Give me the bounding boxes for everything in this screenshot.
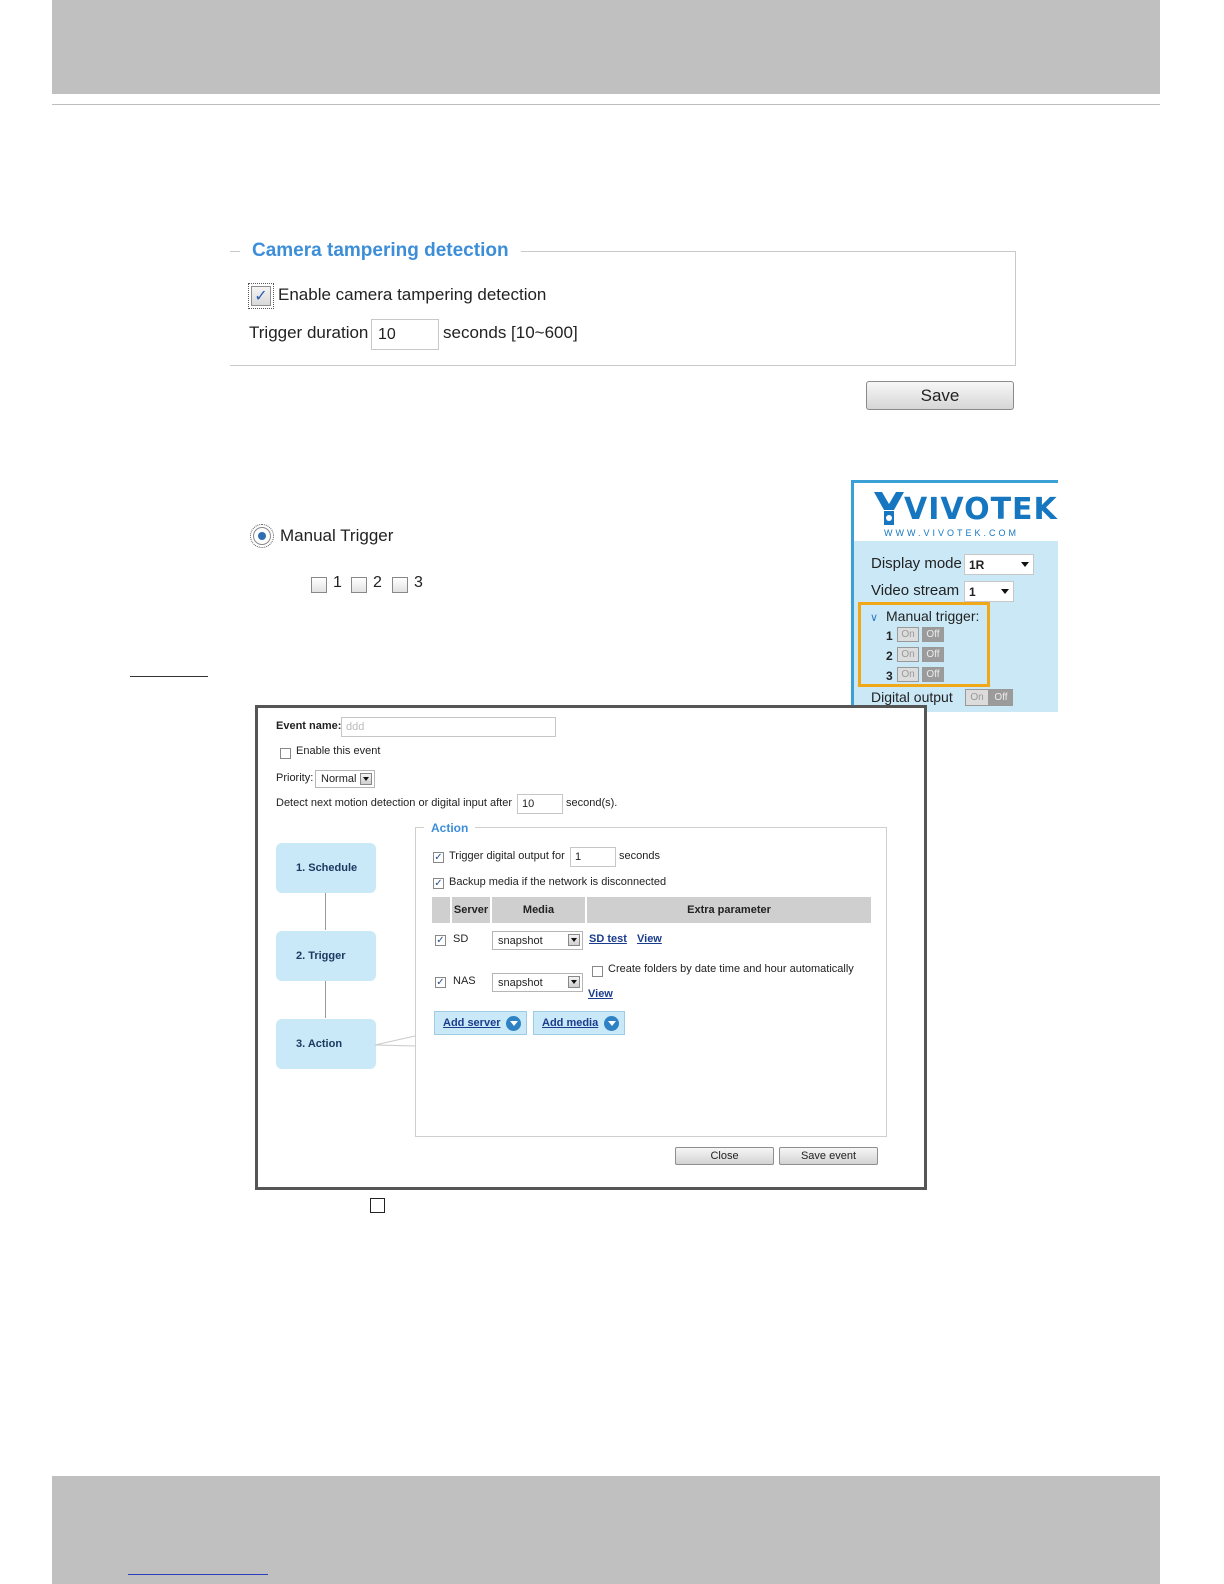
step-action[interactable]: 3. Action [276, 1019, 376, 1069]
detect-next-label: Detect next motion detection or digital input after [276, 797, 513, 809]
nas-server-label: NAS [453, 975, 476, 987]
dropdown-arrow-icon [568, 976, 580, 988]
sd-media-value: snapshot [498, 934, 543, 947]
sd-server-checkbox[interactable]: ✓ [436, 935, 445, 946]
step-pointer [375, 1030, 417, 1060]
trigger-number-1: 1 [886, 629, 893, 643]
vivotek-camera-logo-icon [872, 490, 906, 530]
nas-view-link[interactable]: View [588, 988, 613, 1000]
trigger-duration-input[interactable]: 10 [371, 319, 439, 350]
trigger-do-label: Trigger digital output for [449, 850, 565, 862]
detect-next-input[interactable]: 10 [517, 794, 563, 814]
trigger-2-on-button[interactable]: On [897, 647, 919, 662]
trigger-1-off-button[interactable]: Off [922, 627, 944, 642]
create-folders-checkbox[interactable] [592, 966, 603, 977]
trigger-2-off-button[interactable]: Off [922, 647, 944, 662]
save-button[interactable]: Save [866, 381, 1014, 410]
enable-event-checkbox[interactable] [280, 748, 291, 759]
digital-output-label: Digital output [871, 689, 953, 705]
trigger-do-unit: seconds [619, 850, 660, 862]
enable-tampering-checkbox[interactable] [251, 286, 271, 306]
manual-trigger-option-1: 1 [333, 574, 342, 591]
priority-value: Normal [321, 773, 357, 785]
step-connector [325, 981, 326, 1018]
sd-server-label: SD [453, 933, 469, 945]
trigger-number-2: 2 [886, 649, 893, 663]
vivotek-logo: VIVOTEK [904, 492, 1058, 527]
manual-trigger-checkbox-1[interactable] [311, 577, 327, 593]
table-header-media: Media [492, 897, 585, 923]
expand-down-icon [604, 1016, 619, 1031]
expand-down-icon [506, 1016, 521, 1031]
add-server-button[interactable] [434, 1011, 527, 1035]
sd-test-link[interactable]: SD test [589, 933, 627, 945]
vivotek-url: WWW.VIVOTEK.COM [884, 528, 1019, 538]
video-stream-select[interactable] [964, 581, 1014, 602]
add-server-label: Add server [443, 1017, 501, 1029]
trigger-1-on-button[interactable]: On [897, 627, 919, 642]
enable-event-label: Enable this event [296, 745, 381, 757]
step-schedule[interactable]: 1. Schedule [276, 843, 376, 893]
sd-view-link[interactable]: View [637, 933, 662, 945]
priority-label: Priority: [276, 772, 314, 784]
event-name-label: Event name: [276, 720, 342, 732]
tampering-fieldset [230, 251, 1016, 366]
trigger-duration-unit: seconds [10~600] [443, 323, 578, 342]
underline-rule [130, 676, 208, 677]
close-button[interactable]: Close [675, 1147, 774, 1165]
display-mode-label: Display mode [871, 555, 962, 572]
display-mode-value: 1R [969, 557, 985, 572]
header-divider [52, 104, 1160, 105]
trigger-do-checkbox[interactable]: ✓ [434, 852, 443, 863]
enable-tampering-label: Enable camera tampering detection [278, 285, 547, 304]
add-media-label: Add media [542, 1017, 599, 1029]
radio-selected-dot [258, 532, 266, 540]
dropdown-arrow-icon [568, 934, 580, 946]
table-header-extra: Extra parameter [587, 897, 871, 923]
event-name-input[interactable]: ddd [341, 717, 556, 737]
digital-output-on-button[interactable]: On [965, 689, 989, 706]
priority-select[interactable] [315, 770, 375, 788]
detect-next-unit: second(s). [566, 797, 618, 809]
video-stream-label: Video stream [871, 582, 960, 599]
header-band [52, 0, 1160, 94]
nas-media-select[interactable] [492, 973, 583, 992]
video-stream-value: 1 [969, 584, 976, 599]
manual-trigger-option-2: 2 [373, 574, 382, 591]
chevron-down-icon [1021, 562, 1029, 567]
empty-checkbox-glyph [370, 1198, 385, 1213]
check-icon: ✓ [254, 288, 268, 305]
dropdown-arrow-icon [360, 773, 372, 785]
nas-media-value: snapshot [498, 976, 543, 989]
sd-media-select[interactable] [492, 931, 583, 950]
chevron-down-icon [1001, 589, 1009, 594]
action-fieldset [415, 827, 887, 1137]
tampering-legend: Camera tampering detection [240, 240, 521, 262]
trigger-duration-label: Trigger duration [249, 323, 369, 342]
add-media-button[interactable] [533, 1011, 625, 1035]
table-header-blank [432, 897, 450, 923]
create-folders-label: Create folders by date time and hour automatically [608, 963, 854, 975]
manual-trigger-checkbox-3[interactable] [392, 577, 408, 593]
table-header-server: Server [452, 897, 490, 923]
digital-output-off-button[interactable]: Off [989, 689, 1013, 706]
backup-media-label: Backup media if the network is disconnected [449, 876, 667, 888]
nas-server-checkbox[interactable]: ✓ [436, 977, 445, 988]
action-legend: Action [424, 821, 475, 835]
save-event-button[interactable]: Save event [779, 1147, 878, 1165]
display-mode-select[interactable] [964, 554, 1034, 575]
manual-trigger-option-3: 3 [414, 574, 423, 591]
step-connector [325, 893, 326, 930]
trigger-do-input[interactable]: 1 [570, 847, 616, 867]
manual-trigger-checkbox-2[interactable] [351, 577, 367, 593]
backup-media-checkbox[interactable]: ✓ [434, 878, 443, 889]
trigger-3-on-button[interactable]: On [897, 667, 919, 682]
trigger-3-off-button[interactable]: Off [922, 667, 944, 682]
footer-link[interactable] [128, 1560, 268, 1575]
expand-chevron-icon[interactable]: ∨ [870, 612, 879, 624]
manual-trigger-panel-label: Manual trigger: [886, 608, 980, 624]
trigger-number-3: 3 [886, 669, 893, 683]
manual-trigger-label: Manual Trigger [280, 526, 394, 545]
step-trigger[interactable]: 2. Trigger [276, 931, 376, 981]
manual-trigger-radio[interactable] [253, 527, 271, 545]
